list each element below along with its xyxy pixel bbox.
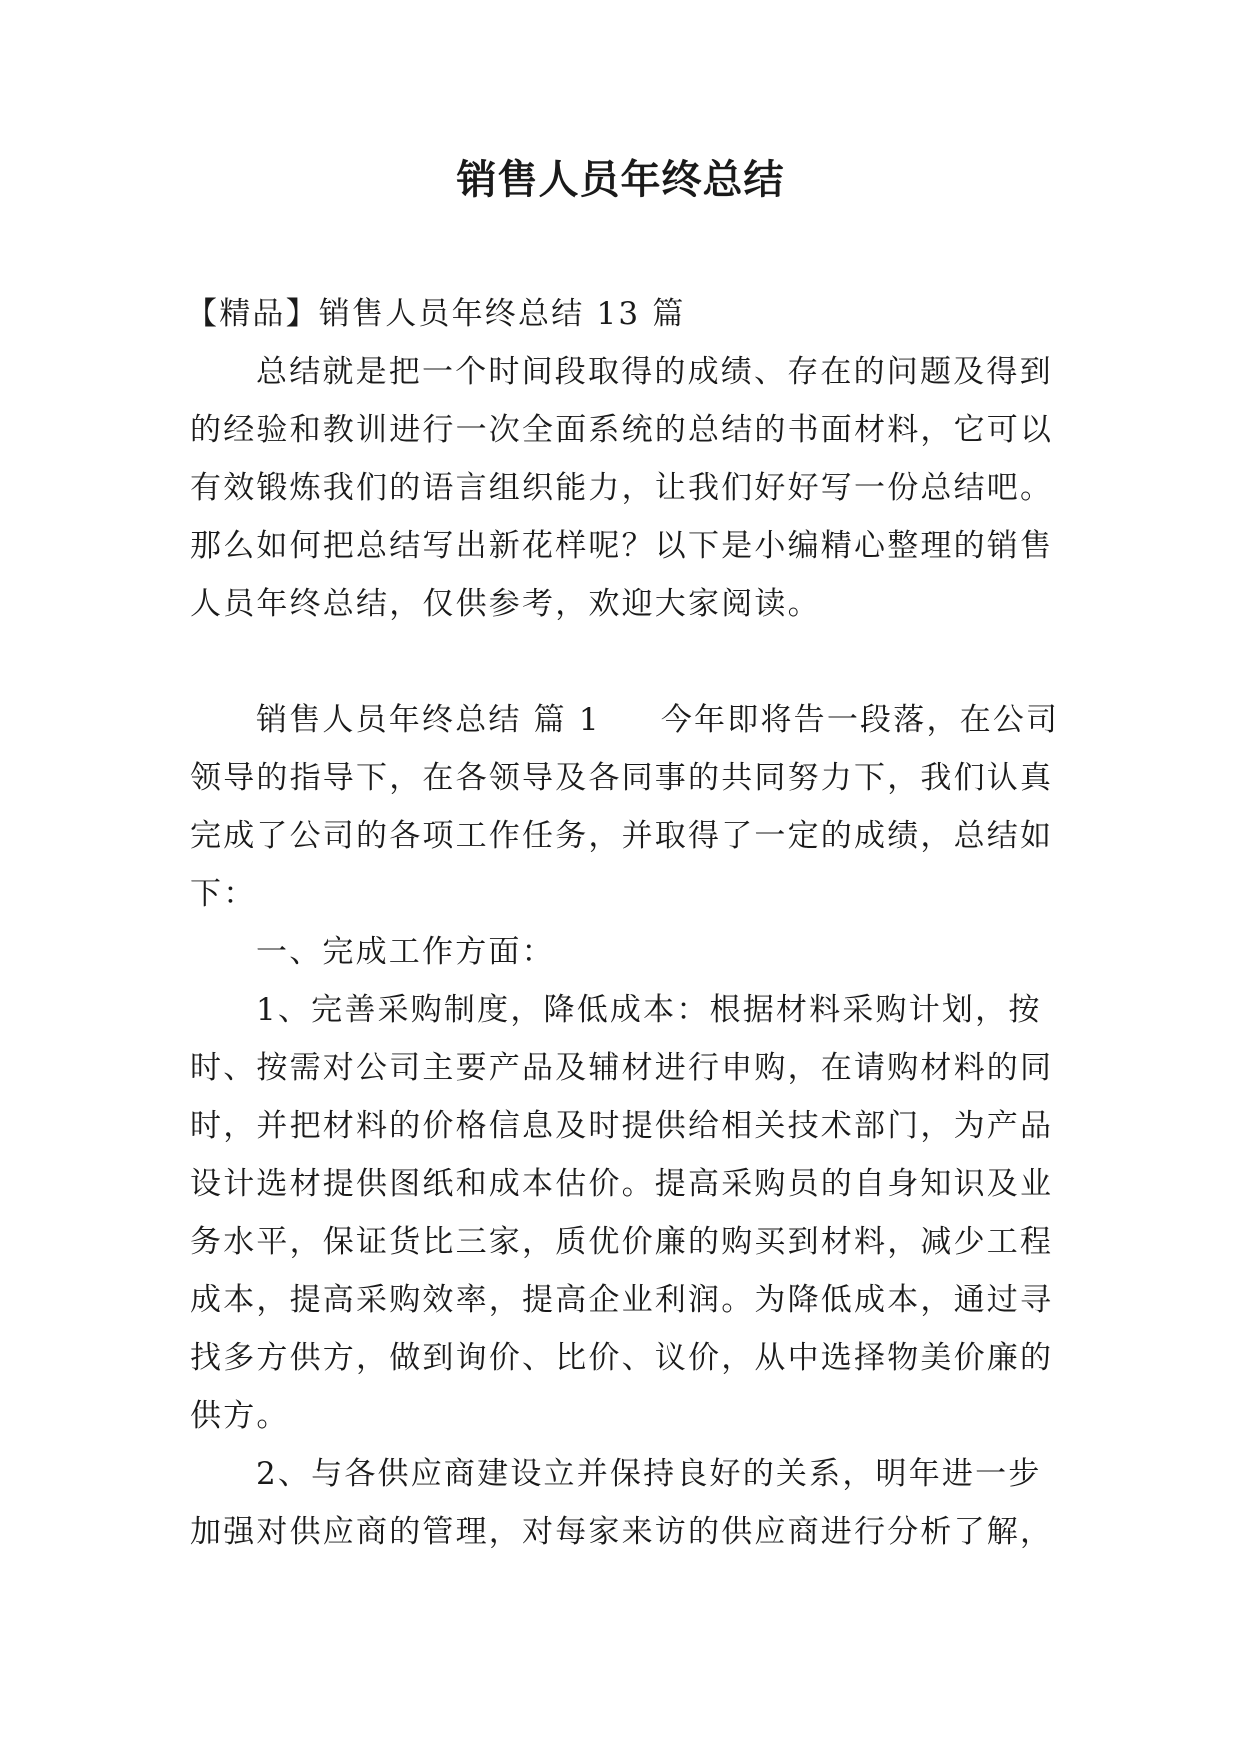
- item-2-paragraph: 2、与各供应商建设立并保持良好的关系，明年进一步加强对供应商的管理，对每家来访的供应商进行分析了解，: [190, 1456, 1054, 1550]
- document-body: [186, 285, 1070, 1561]
- document-subtitle: 【精品】销售人员年终总结 13 篇: [186, 296, 686, 332]
- section-1-heading: 销售人员年终总结 篇 1: [256, 702, 601, 738]
- section-1-paragraph: [190, 691, 1070, 923]
- section-1-opening: 今年即将告一段落，在公司领导的指导下，在各领导及各同事的共同努力下，我们认真完成了公司的各项工作任务，并取得了一定的成绩，总结如下：: [190, 702, 1060, 912]
- document-title: 销售人员年终总结: [456, 157, 785, 203]
- intro-paragraph: 总结就是把一个时间段取得的成绩、存在的问题及得到的经验和教训进行一次全面系统的总结的书面材料，它可以有效锻炼我们的语言组织能力，让我们好好写一份总结吧。那么如何把总结写出新花样呢？以下是小编精心整理的销售人员年终总结，仅供参考，欢迎大家阅读。: [190, 354, 1054, 622]
- part-1-heading: 一、完成工作方面：: [256, 934, 555, 970]
- paragraph-gap: [190, 633, 1070, 691]
- item-1-paragraph: 1、完善采购制度，降低成本：根据材料采购计划，按时、按需对公司主要产品及辅材进行申购，在请购材料的同时，并把材料的价格信息及时提供给相关技术部门，为产品设计选材提供图纸和成本估价。提高采购员的自身知识及业务水平，保证货比三家，质优价廉的购买到材料，减少工程成本，提高采购效率，提高企业利润。为降低成本，通过寻找多方供方，做到询价、比价、议价，从中选择物美价廉的供方。: [190, 992, 1054, 1434]
